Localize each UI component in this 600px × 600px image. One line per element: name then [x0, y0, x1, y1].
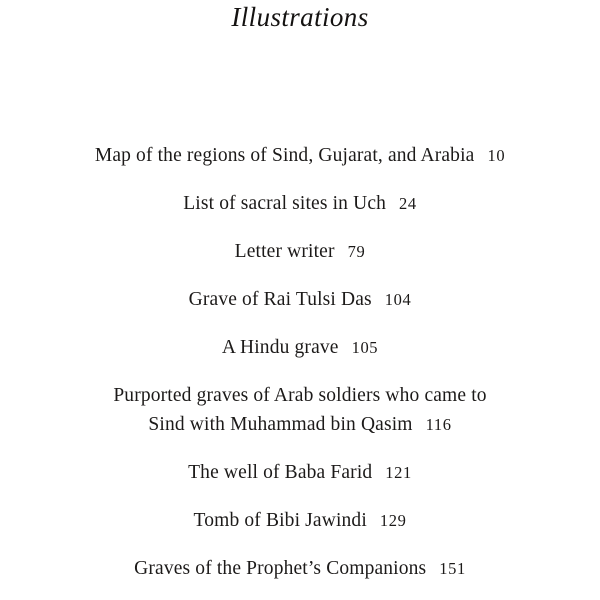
- illustration-title: Letter writer: [234, 241, 335, 262]
- illustration-title: Map of the regions of Sind, Gujarat, and Arabia: [94, 145, 475, 166]
- illustration-entry-line: [0, 239, 600, 264]
- illustration-title: A Hindu grave: [221, 337, 339, 358]
- page-title: Illustrations: [231, 2, 369, 32]
- illustration-entry-line: [0, 412, 600, 437]
- illustration-entry: [0, 556, 600, 581]
- illustration-title-continued: Sind with Muhammad bin Qasim: [148, 414, 413, 435]
- illustration-entry: [0, 287, 600, 312]
- illustration-entry: [0, 508, 600, 533]
- illustration-entry-line: [0, 335, 600, 360]
- illustration-page-number: 24: [399, 194, 417, 213]
- illustration-entry-line: [0, 191, 600, 216]
- illustration-title: List of sacral sites in Uch: [183, 193, 387, 214]
- illustration-entry: [0, 239, 600, 264]
- illustration-title: Grave of Rai Tulsi Das: [188, 289, 372, 310]
- illustration-page-number: 79: [347, 242, 366, 261]
- illustration-entry: [0, 143, 600, 168]
- illustrations-list: [0, 143, 600, 581]
- illustration-entry: [0, 335, 600, 360]
- illustration-entry: [0, 460, 600, 485]
- illustration-entry-line: [0, 383, 600, 408]
- illustration-entry-line: [0, 460, 600, 485]
- illustration-title: Graves of the Prophet’s Companions: [134, 558, 427, 579]
- illustration-page-number: 129: [379, 511, 407, 530]
- illustration-page-number: 151: [439, 559, 466, 578]
- illustration-page-number: 116: [425, 415, 452, 434]
- illustration-entry: [0, 383, 600, 437]
- illustration-page-number: 121: [385, 463, 412, 482]
- illustration-title: Tomb of Bibi Jawindi: [193, 510, 367, 531]
- illustration-page-number: 104: [384, 290, 412, 309]
- illustration-entry: [0, 191, 600, 216]
- illustration-title: Purported graves of Arab soldiers who came to: [113, 385, 487, 406]
- illustration-title: The well of Baba Farid: [188, 462, 373, 483]
- illustration-entry-line: [0, 556, 600, 581]
- illustration-entry-line: [0, 287, 600, 312]
- illustration-entry-line: [0, 508, 600, 533]
- illustration-entry-line: [0, 143, 600, 168]
- illustration-page-number: 10: [487, 146, 506, 165]
- illustration-page-number: 105: [351, 338, 379, 357]
